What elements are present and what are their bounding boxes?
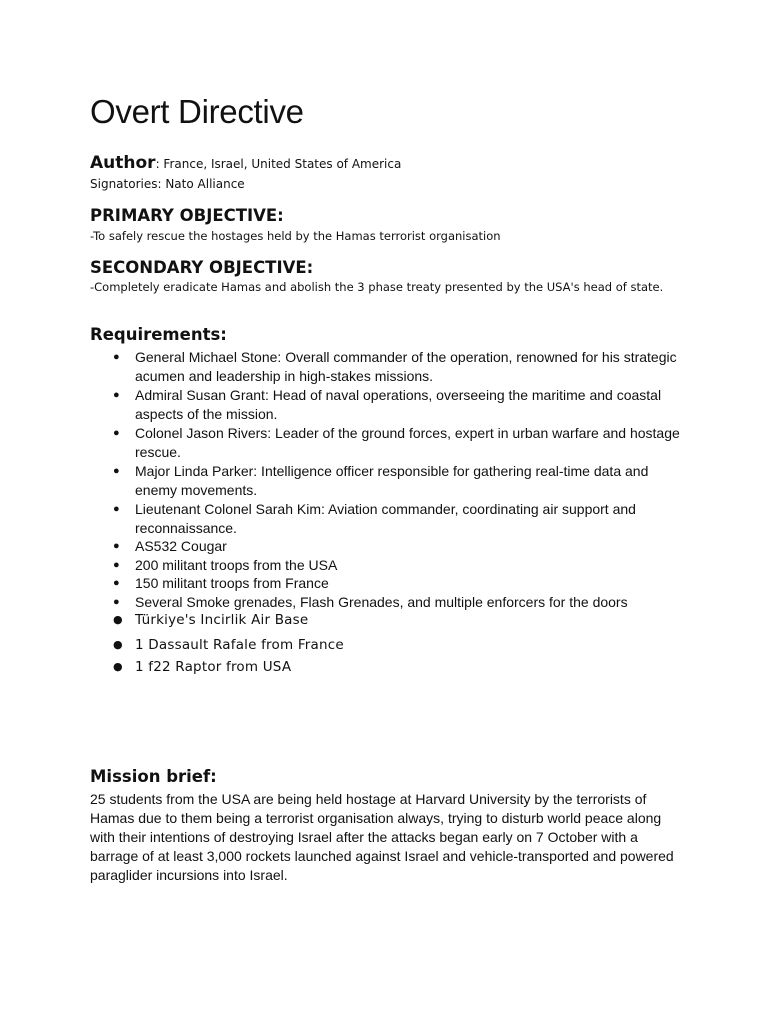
bullet-icon: ●	[113, 637, 123, 651]
signatories-line: Signatories: Nato Alliance	[90, 177, 245, 191]
bullet-icon: ●	[113, 464, 120, 477]
list-item: ● Major Linda Parker: Intelligence officer responsible for gathering real-time data and enemy movements.	[113, 462, 649, 498]
primary-objective-text: -To safely rescue the hostages held by the Hamas terrorist organisation	[90, 229, 501, 243]
list-item: ● Türkiye's Incirlik Air Base	[113, 611, 309, 628]
list-item: ● Several Smoke grenades, Flash Grenades, and multiple enforcers for the doors	[113, 593, 628, 610]
list-item: ● 1 f22 Raptor from USA	[90, 656, 690, 679]
mission-brief-text: 25 students from the USA are being held hostage at Harvard University by the terrorists of Hamas due to them being a terrorist organisation always, trying to disturb world peace along with their intentions of destroying Israel after the attacks began early on 7 October with a barrage of at least 3,000 rockets launched against Israel and vehicle-transported and powered paraglider incursions into Israel.	[90, 791, 674, 883]
secondary-objective-text: -Completely eradicate Hamas and abolish the 3 phase treaty presented by the USA's head of state.	[90, 280, 664, 294]
bullet-icon: ●	[113, 351, 120, 363]
bullet-icon: ●	[113, 558, 120, 571]
list-item: ● 200 militant troops from the USA	[113, 556, 338, 573]
requirements-list	[90, 348, 690, 679]
list-item: ● Admiral Susan Grant: Head of naval operations, overseeing the maritime and coastal aspects of the mission.	[113, 386, 662, 422]
bullet-icon: ●	[113, 540, 120, 553]
list-item: ● 1 Dassault Rafale from France	[90, 634, 690, 657]
bullet-icon: ●	[113, 388, 120, 401]
primary-objective-heading: PRIMARY OBJECTIVE:	[90, 206, 284, 225]
author-line	[90, 154, 401, 173]
list-item: ● 150 militant troops from France	[113, 575, 329, 592]
secondary-objective-heading: SECONDARY OBJECTIVE:	[90, 258, 314, 277]
bullet-icon: ●	[113, 595, 120, 608]
requirements-heading: Requirements:	[90, 325, 227, 344]
list-item: ● General Michael Stone: Overall commander of the operation, renowned for his strategic acumen and leadership in high-stakes missions.	[113, 349, 677, 384]
bullet-icon: ●	[113, 612, 123, 626]
list-item: ● Colonel Jason Rivers: Leader of the ground forces, expert in urban warfare and hostage rescue.	[113, 424, 680, 460]
list-item: ● Lieutenant Colonel Sarah Kim: Aviation commander, coordinating air support and reconnaissance.	[113, 500, 636, 536]
list-item: ● AS532 Cougar	[113, 538, 227, 555]
bullet-icon: ●	[113, 426, 120, 439]
mission-brief-heading: Mission brief:	[90, 767, 217, 786]
author-value: : France, Israel, United States of America	[155, 157, 402, 171]
author-label: Author	[90, 153, 156, 173]
bullet-icon: ●	[113, 502, 120, 515]
bullet-icon: ●	[113, 660, 123, 673]
bullet-icon: ●	[113, 577, 120, 590]
document-title: Overt Directive	[90, 93, 304, 130]
